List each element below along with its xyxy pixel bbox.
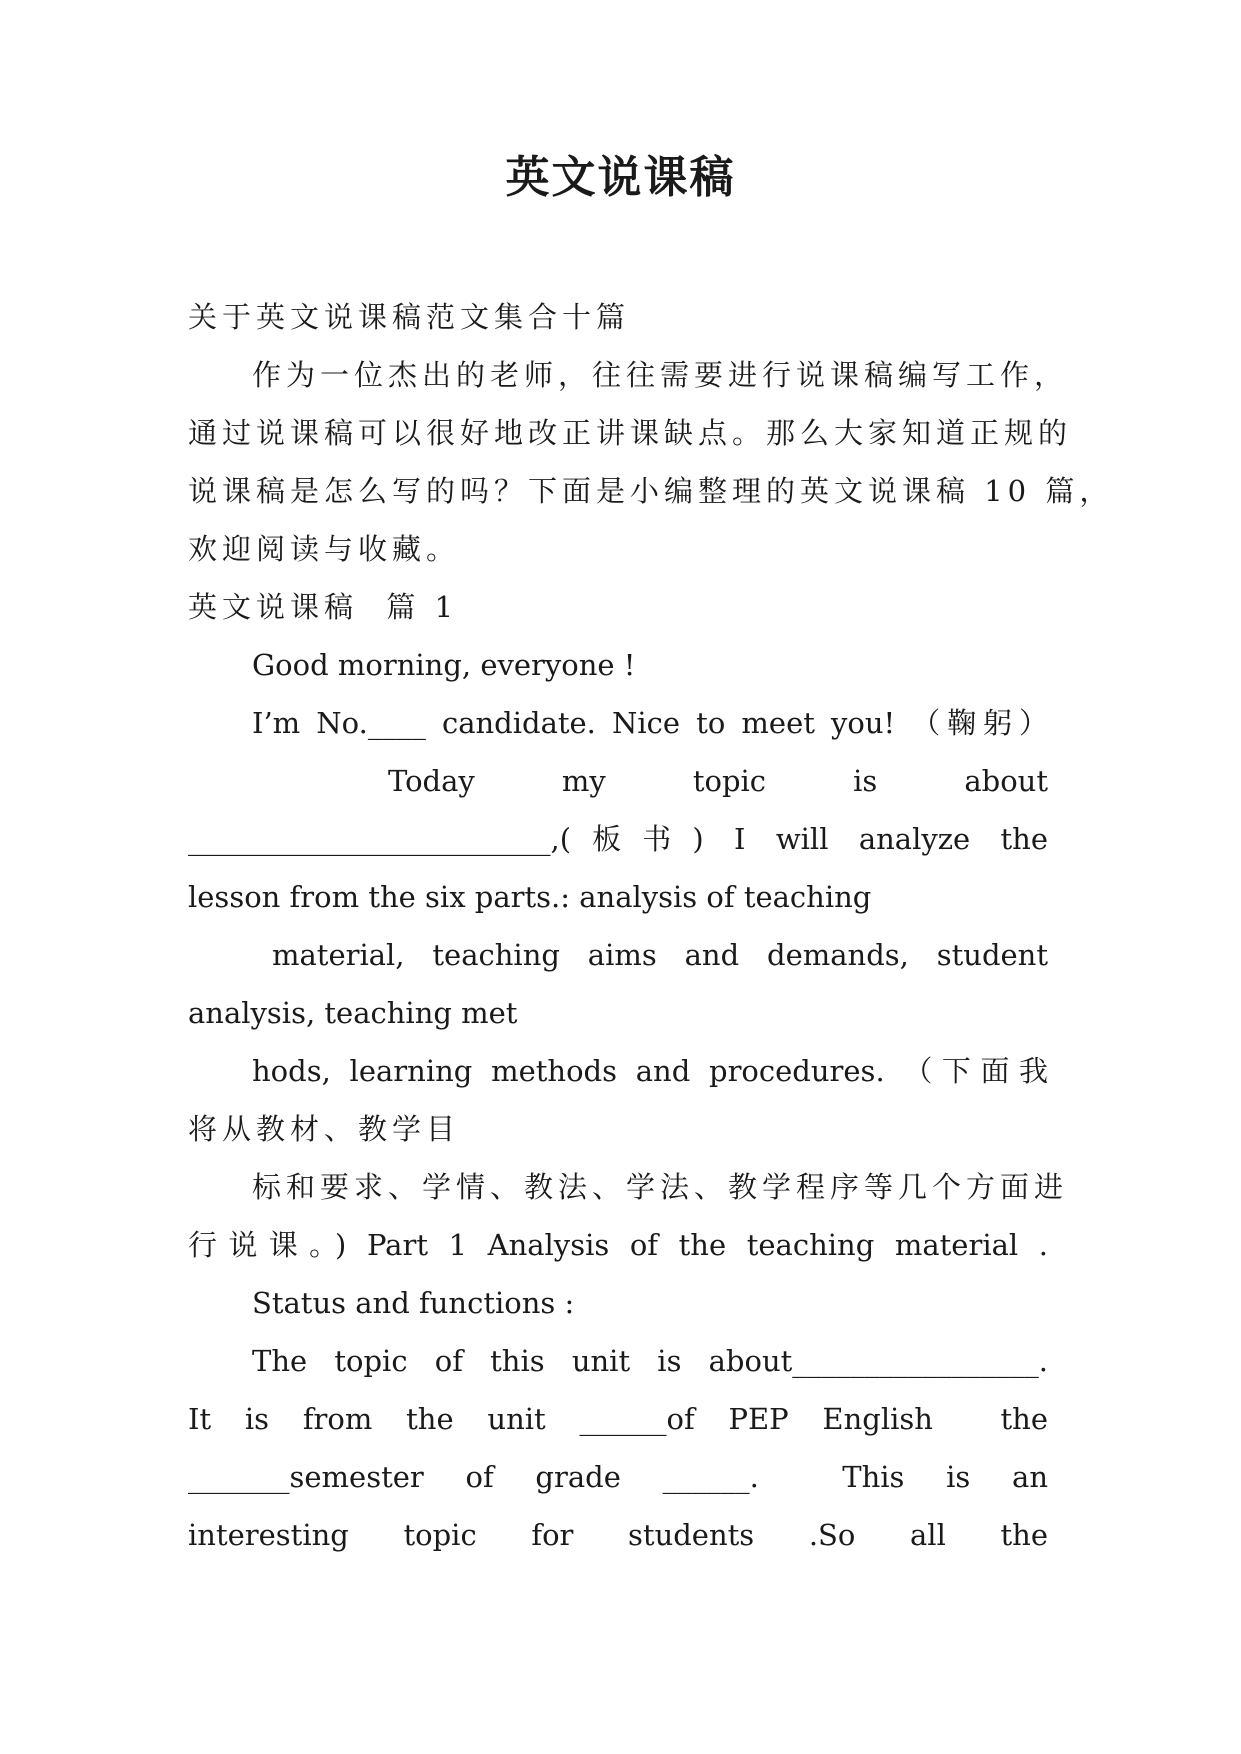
paragraph-line: 标和要求、学情、教法、学法、教学程序等几个方面进 [252,1170,1069,1204]
document-title: 英文说课稿 [505,152,736,203]
paragraph-line: 将从教材、教学目 [188,1112,461,1146]
paragraph-line: interesting topic for students .So all the [188,1518,1048,1552]
paragraph-line: 通过说课稿可以很好地改正讲课缺点。那么大家知道正规的 [188,416,1073,450]
paragraph-line: material, teaching aims and demands, student [272,938,1048,972]
subtitle-line: 关于英文说课稿范文集合十篇 [188,300,631,334]
paragraph-line: It is from the unit ______of PEP English the [188,1402,1048,1436]
paragraph-line: 欢迎阅读与收藏。 [188,532,461,566]
paragraph-line: 行说课。) Part 1 Analysis of the teaching material . [188,1228,1048,1262]
paragraph-line: 说课稿是怎么写的吗？下面是小编整理的英文说课稿 10 篇， [188,474,1114,508]
document-body [188,288,1114,1564]
paragraph-line: 作为一位杰出的老师，往往需要进行说课稿编写工作， [252,358,1069,392]
paragraph-line: _________________________,(板书) I will analyze the [188,822,1048,856]
paragraph-line: The topic of this unit is about_________________. [252,1344,1048,1378]
paragraph-line: I’m No.____ candidate. Nice to meet you! （鞠躬） [252,706,1048,740]
paragraph-line: lesson from the six parts.: analysis of teaching [188,880,872,914]
paragraph-line: analysis, teaching met [188,996,518,1030]
paragraph-line: _______semester of grade ______. This is an [188,1460,1048,1494]
paragraph-line: Good morning, everyone ! [252,648,636,682]
paragraph-line: Status and functions : [252,1286,575,1320]
paragraph-line: hods, learning methods and procedures. （下面我 [252,1054,1048,1088]
section-heading: 英文说课稿 篇 1 [188,590,459,624]
paragraph-line: Today my topic is about [388,764,1048,798]
